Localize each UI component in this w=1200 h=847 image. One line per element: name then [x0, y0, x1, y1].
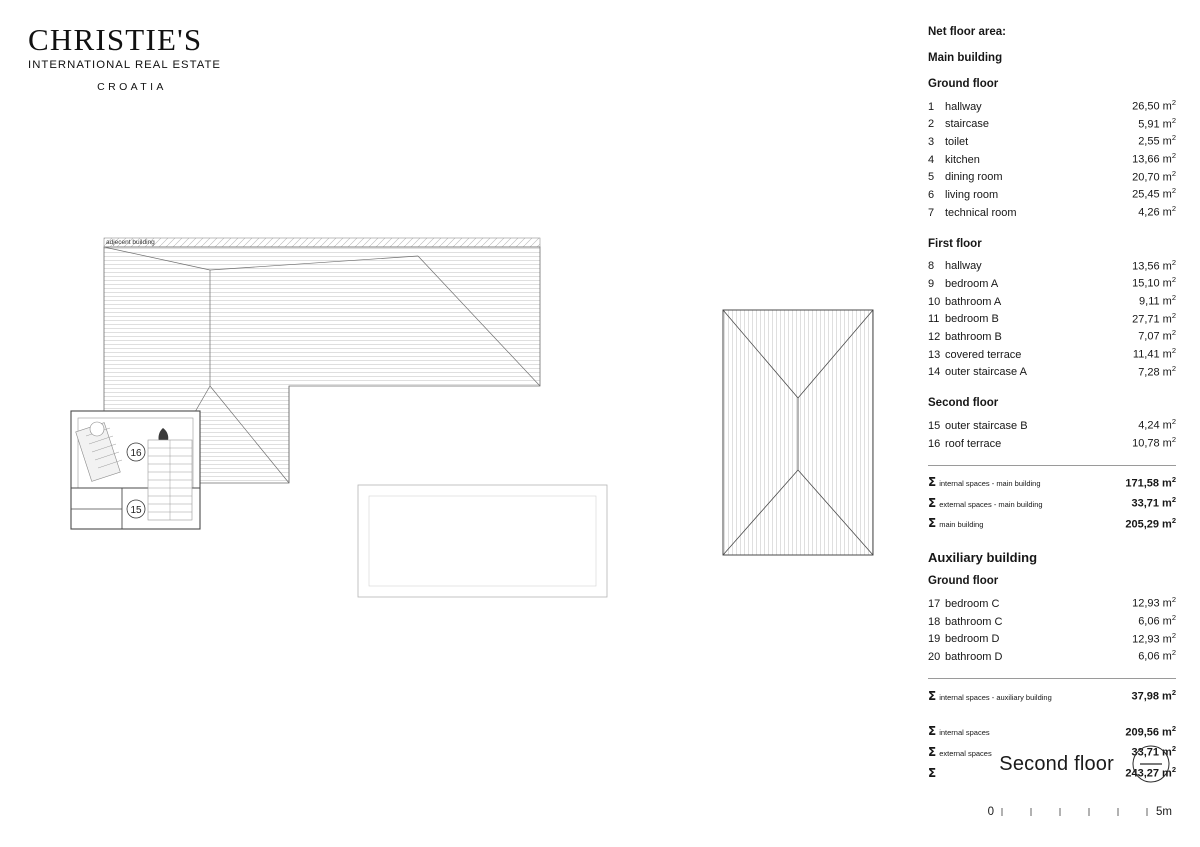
- swimming-pool: [358, 485, 607, 597]
- legend-divider: [928, 678, 1176, 679]
- legend-row-label: bathroom D: [945, 651, 1003, 664]
- legend-row: [928, 629, 1176, 647]
- legend-row-area: 27,71 $m^2$: [1132, 310, 1176, 326]
- total-value: 243,27 $m^2$: [1125, 765, 1176, 780]
- legend-row: [928, 202, 1176, 220]
- svg-text:16: 16: [130, 448, 142, 459]
- total-value: 33,71 $m^2$: [1131, 495, 1176, 510]
- total-label: external spaces - main building: [939, 499, 1043, 509]
- net-floor-area-legend: [928, 26, 1176, 783]
- north-arrow-icon: [1130, 743, 1172, 785]
- legend-row-number: 8: [928, 260, 935, 273]
- legend-row: [928, 593, 1176, 611]
- legend-row-label: technical room: [945, 206, 1017, 219]
- legend-row: [928, 167, 1176, 185]
- total-value: 33,71 $m^2$: [1131, 744, 1176, 760]
- sigma-icon: Σ: [928, 516, 937, 531]
- total-value: 209,56 $m^2$: [1125, 723, 1176, 739]
- legend-row-number: 5: [928, 171, 935, 184]
- legend-row-label: bedroom D: [945, 633, 1000, 646]
- legend-row-number: 11: [928, 313, 940, 326]
- legend-group-ground-floor: [928, 78, 1176, 220]
- total-row: [928, 721, 1176, 741]
- total-row: [928, 472, 1176, 492]
- legend-row-label: bedroom A: [945, 277, 999, 290]
- svg-text:15: 15: [130, 505, 142, 516]
- legend-row-number: 9: [928, 277, 935, 290]
- legend-row: [928, 326, 1176, 344]
- legend-row-number: 1: [928, 100, 935, 113]
- brand-name: CHRISTIE'S: [28, 22, 203, 57]
- legend-row-label: hallway: [945, 260, 982, 273]
- sigma-icon: Σ: [928, 745, 937, 760]
- auxiliary-building-title: Auxiliary building: [928, 550, 1038, 566]
- legend-group-title: Ground floor: [928, 78, 999, 90]
- sigma-icon: Σ: [928, 495, 937, 510]
- legend-row-area: 7,28 $m^2$: [1138, 363, 1176, 379]
- total-row: [928, 685, 1176, 705]
- legend-row-area: 6,06 $m^2$: [1138, 613, 1176, 628]
- legend-row: [928, 256, 1176, 274]
- legend-row-label: outer staircase A: [945, 366, 1027, 379]
- legend-row-number: 2: [928, 118, 935, 131]
- legend-group-first-floor: [928, 238, 1176, 380]
- legend-row-number: 4: [928, 153, 935, 166]
- legend-row-label: bathroom A: [945, 295, 1002, 308]
- brand-subtitle: INTERNATIONAL REAL ESTATE: [28, 58, 222, 71]
- total-value: 205,29 $m^2$: [1125, 515, 1176, 531]
- legend-row-area: 11,41 $m^2$: [1132, 345, 1176, 361]
- total-label: internal spaces: [939, 728, 990, 738]
- legend-row-number: 20: [928, 651, 941, 664]
- legend-row-label: staircase: [945, 118, 990, 131]
- legend-row-label: living room: [945, 188, 999, 201]
- legend-row: [928, 149, 1176, 167]
- brand-region: CROATIA: [97, 80, 167, 93]
- total-value: 37,98 $m^2$: [1131, 688, 1176, 703]
- legend-row-number: 19: [928, 633, 941, 646]
- legend-row-number: 13: [928, 348, 941, 361]
- legend-row: [928, 344, 1176, 362]
- legend-row: [928, 362, 1176, 380]
- total-label: internal spaces - auxiliary building: [939, 692, 1052, 702]
- scale-bar: [1000, 805, 1150, 819]
- legend-row-area: 7,07 $m^2$: [1138, 328, 1176, 343]
- legend-row-number: 17: [928, 598, 941, 611]
- auxiliary-building-roof: [723, 310, 873, 555]
- legend-row-area: 13,56 $m^2$: [1132, 257, 1176, 273]
- legend-row-area: 5,91 $m^2$: [1138, 115, 1176, 131]
- legend-row: [928, 415, 1176, 433]
- legend-row: [928, 291, 1176, 309]
- legend-row: [928, 433, 1176, 451]
- room-marker-15: [127, 500, 145, 518]
- legend-row-area: 4,24 $m^2$: [1138, 417, 1176, 432]
- legend-row-number: 15: [928, 419, 941, 432]
- legend-row-number: 7: [928, 206, 935, 219]
- scale-end-label: 5m: [1156, 806, 1172, 818]
- adjacent-building-strip: [104, 238, 540, 247]
- legend-row-area: 12,93 $m^2$: [1132, 630, 1176, 646]
- legend-row: [928, 114, 1176, 132]
- legend-row: [928, 131, 1176, 149]
- total-value: 171,58 $m^2$: [1125, 474, 1176, 490]
- legend-group-title: Ground floor: [928, 575, 999, 588]
- legend-row-number: 10: [928, 295, 941, 308]
- legend-row-number: 14: [928, 366, 941, 379]
- legend-row-number: 12: [928, 330, 941, 343]
- main-building-title: Main building: [928, 52, 1003, 64]
- adjacent-building-label: adjecent building: [106, 239, 155, 246]
- auxiliary-building-totals: [928, 685, 1176, 705]
- legend-row-label: roof terrace: [945, 437, 1002, 450]
- legend-row: [928, 646, 1176, 664]
- sigma-icon: Σ: [928, 724, 937, 739]
- scale-start-label: 0: [987, 806, 995, 818]
- sigma-icon: Σ: [928, 765, 937, 780]
- legend-row: [928, 273, 1176, 291]
- legend-row-area: 15,10 $m^2$: [1132, 275, 1176, 290]
- legend-row: [928, 611, 1176, 629]
- legend-row-label: toilet: [945, 135, 969, 148]
- sigma-icon: Σ: [928, 475, 937, 490]
- legend-divider: [928, 465, 1176, 466]
- total-label: main building: [939, 520, 984, 530]
- legend-row-area: 25,45 $m^2$: [1132, 186, 1176, 201]
- plan-footer: [952, 743, 1172, 819]
- legend-row-label: bedroom C: [945, 598, 1000, 611]
- legend-row-area: 12,93 $m^2$: [1132, 595, 1176, 611]
- legend-row: [928, 96, 1176, 114]
- sigma-icon: Σ: [928, 688, 937, 703]
- legend-row-area: 20,70 $m^2$: [1132, 168, 1176, 184]
- legend-row-area: 6,06 $m^2$: [1138, 648, 1176, 664]
- legend-group-title: First floor: [928, 237, 982, 250]
- legend-row-label: covered terrace: [945, 348, 1022, 361]
- outer-staircase-b: [148, 440, 192, 520]
- room-marker-16: [127, 443, 145, 461]
- legend-row-number: 3: [928, 135, 935, 148]
- legend-row-label: outer staircase B: [945, 419, 1028, 432]
- total-label: external spaces: [939, 749, 992, 759]
- total-label: internal spaces - main building: [939, 479, 1041, 489]
- legend-row-label: bathroom B: [945, 330, 1002, 343]
- legend-row: [928, 184, 1176, 202]
- legend-row-area: 10,78 $m^2$: [1132, 434, 1176, 450]
- legend-row-area: 26,50 $m^2$: [1132, 98, 1176, 113]
- legend-row-area: 4,26 $m^2$: [1138, 203, 1176, 219]
- legend-row-number: 18: [928, 615, 941, 628]
- legend-row-label: bathroom C: [945, 615, 1003, 628]
- floor-label: Second floor: [999, 752, 1114, 775]
- legend-row-label: hallway: [945, 100, 982, 113]
- main-building-totals: [928, 472, 1176, 533]
- legend-group-second-floor: [928, 397, 1176, 450]
- legend-row-number: 16: [928, 437, 941, 450]
- legend-group-title: Second floor: [928, 397, 999, 410]
- legend-row: [928, 309, 1176, 327]
- legend-row-area: 2,55 $m^2$: [1138, 133, 1176, 148]
- legend-row-area: 13,66 $m^2$: [1132, 150, 1176, 166]
- legend-row-label: dining room: [945, 171, 1003, 184]
- legend-row-area: 9,11 $m^2$: [1139, 292, 1176, 308]
- legend-title: Net floor area:: [928, 26, 1006, 38]
- legend-group-auxiliary-ground-floor: [928, 575, 1176, 664]
- legend-row-number: 6: [928, 188, 935, 201]
- total-row: [928, 492, 1176, 512]
- total-row: [928, 513, 1176, 533]
- legend-row-label: bedroom B: [945, 313, 999, 326]
- legend-row-label: kitchen: [945, 153, 980, 166]
